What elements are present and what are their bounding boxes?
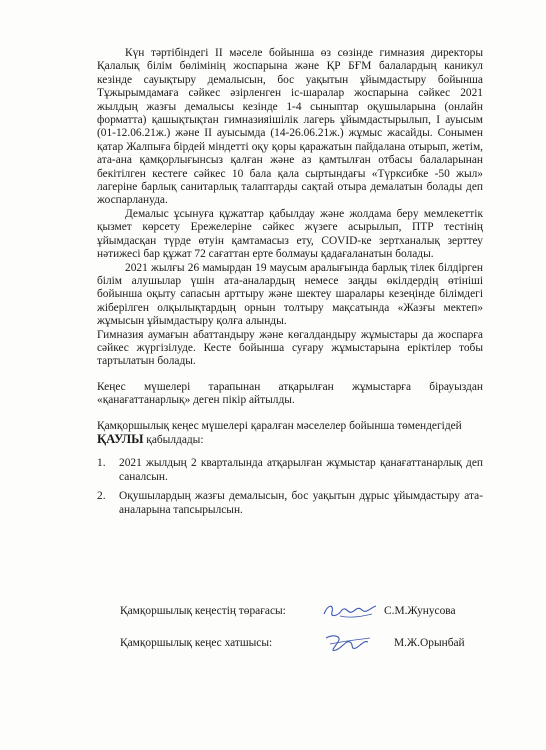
signature-role: Қамқоршылық кеңестің төрағасы: (120, 605, 286, 617)
paragraph-decision-intro (97, 420, 483, 448)
decision-intro-text: Қамқоршылық кеңес мүшелері қаралған мәселелер бойынша төмендегідей (97, 419, 462, 432)
paragraph-council-opinion: Кеңес мүшелері тарапынан атқарылған жұмыстарға бірауыздан «қанағаттанарлық» деген пікір айтылды. (97, 380, 483, 407)
signature-row-chair (120, 600, 500, 622)
document-body (97, 47, 483, 523)
decision-text: Оқушылардың жазғы демалысын, бос уақытын дұрыс ұйымдастыру ата-аналарына тапсырылсын. (119, 490, 483, 516)
paragraph-vacation-documents: Демалыс ұсынуға құжаттар қабылдау және жолдама беру мемлекеттік қызмет көрсету Ережелеріне сәйкес жүзеге асырылып, ПТР тестінің ұйымдасқан түрде өтуін қамтамасыз ету, COVID-ке зертханалық зерттеу нәтижесі бар құжат 72 сағаттан ерте болмауы қадағаланатын болады. (97, 207, 483, 261)
signature-name: С.М.Жунусова (384, 605, 456, 617)
handwritten-signature-secretary (320, 632, 380, 654)
decision-word: ҚАУЛЫ (97, 431, 144, 446)
decision-number: 1. (97, 457, 106, 470)
signature-role: Қамқоршылық кеңес хатшысы: (120, 637, 273, 649)
paragraph-landscaping: Гимназия аумағын абаттандыру және көгалдандыру жұмыстары да жоспарға сәйкес жүргізілуде. Кесте бойынша суғару жұмыстарына еріктілер тобы тартылатын болады. (97, 328, 483, 368)
decision-item (97, 457, 483, 484)
paragraph-summer-school: 2021 жылғы 26 мамырдан 19 маусым аралығында барлық тілек білдірген білім алушылар үшін ата-аналардың немесе заңды өкілдердің өтініші бойынша оқыту сапасын арттыру және шектеу шаралары кезеңінде білімдегі жіберілген олқылықтардың орнын толтыру мақсатында «Жазғы мектеп» жұмысын ұйымдастыру қолға алынды. (97, 261, 483, 328)
paragraph-agenda-item: Күн тәртібіндегі II мәселе бойынша өз сөзінде гимназия директоры Қалалық білім бөлімінің жоспарына және ҚР БҒМ балалардың каникул кезінде сауықтыру демалысын, бос уақытын ұйымдастыру бойынша Тұжырымдамаға сәйкес әзірленген іс-шаралар жоспарына сәйкес 2021 жылдың жазғы демалысы кезінде 1-4 сыныптар оқушыларына (онлайн форматта) қашықтықтан гимназияішілік лагерь ұйымдастырылып, І ауысым (01-12.06.21ж.) және ІІ ауысымда (14-26.06.21ж.) жұмыс жасайды. Сонымен қатар Жалпыға бірдей міндетті оқу қоры қаражатын пайдалана отырып, жетім, ата-ана қамқорлығынсыз қалған және аз қамтылған отбасы балаларынан бекітілген кестеге сәйкес 10 бала қала сыртындағы «Түрксибке -50 жыл» лагеріне барлық санитарлық талаптарды сақтай отыра демалатын болады деп жоспарлануда. (97, 47, 483, 207)
signature-row-secretary (120, 632, 500, 654)
handwritten-signature-chair (320, 600, 380, 622)
decision-rest: қабылдады: (143, 433, 204, 446)
decision-item (97, 490, 483, 517)
decision-number: 2. (97, 490, 106, 503)
signature-name: М.Ж.Орынбай (394, 637, 465, 649)
decision-list (97, 457, 483, 517)
decision-text: 2021 жылдың 2 кварталында атқарылған жұмыстар қанағаттанарлық деп саналсын. (119, 457, 483, 483)
